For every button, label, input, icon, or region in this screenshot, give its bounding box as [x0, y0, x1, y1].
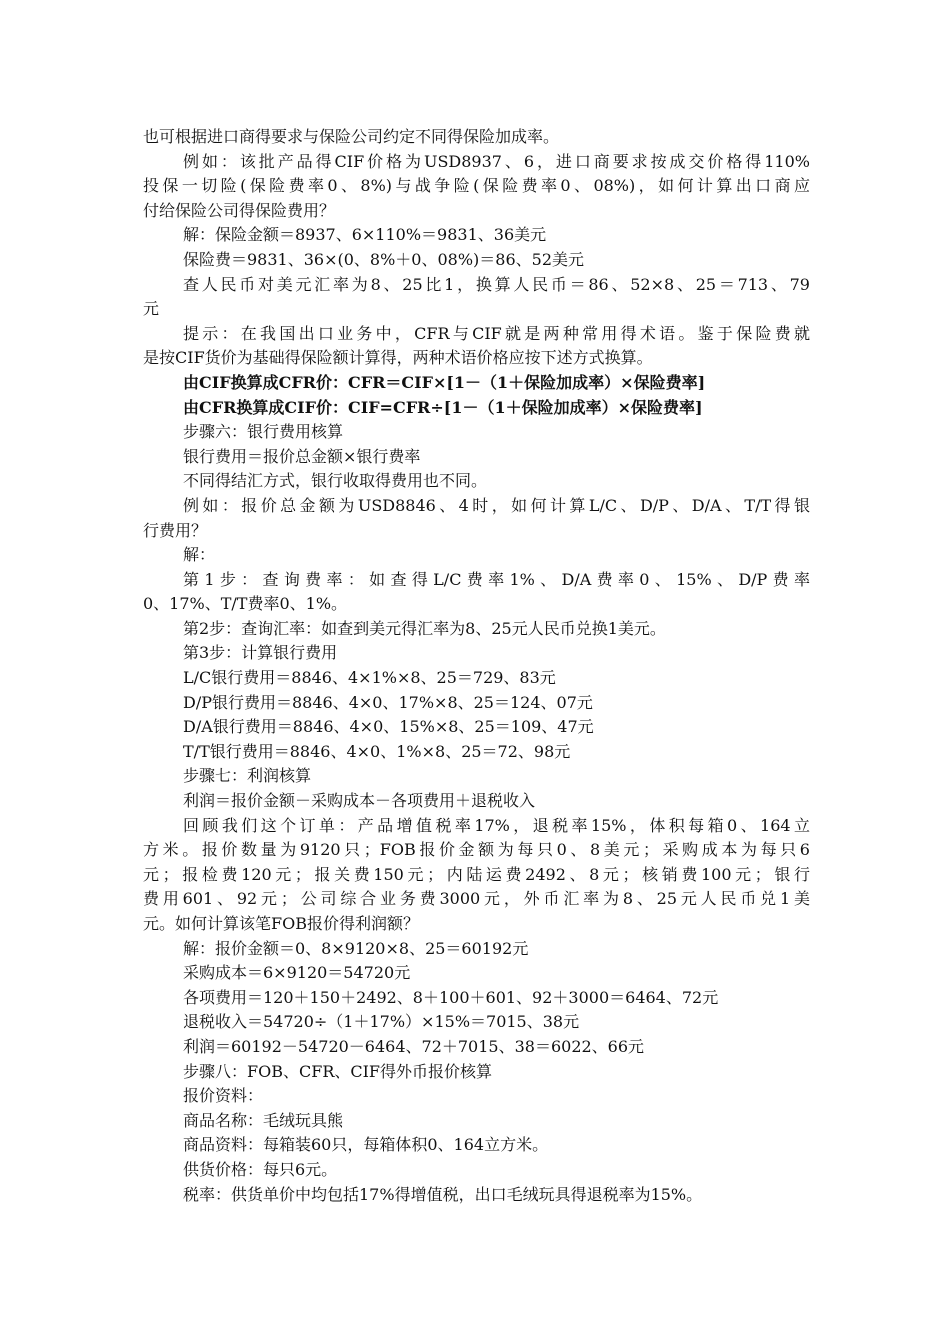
text-line: 商品资料：每箱装60只，每箱体积0、164立方米。	[183, 1135, 549, 1155]
text-line: 例如：报价总金额为USD8846、4时，如何计算L/C、D/P、D/A、T/T得银	[183, 495, 810, 515]
document-page	[143, 125, 810, 1207]
text-line: 利润＝报价金额－采购成本－各项费用＋退税收入	[183, 791, 536, 811]
text-line: L/C银行费用＝8846、4×1%×8、25＝729、83元	[183, 668, 556, 688]
text-line: 第3步：计算银行费用	[183, 643, 338, 663]
text-line: D/A银行费用＝8846、4×0、15%×8、25＝109、47元	[183, 717, 594, 737]
text-line: 费用601、92元；公司综合业务费3000元，外币汇率为8、25元人民币兑1美	[143, 889, 810, 909]
text-line: 供货价格：每只6元。	[183, 1159, 338, 1179]
text-line: 不同得结汇方式，银行收取得费用也不同。	[183, 471, 488, 491]
text-line: 步骤七：利润核算	[183, 766, 312, 786]
text-line: 解：报价金额＝0、8×9120×8、25＝60192元	[183, 938, 529, 958]
text-line: 是按CIF货价为基础得保险额计算得，两种术语价格应按下述方式换算。	[143, 348, 653, 368]
text-line: 例如：该批产品得CIF价格为USD8937、6，进口商要求按成交价格得110%	[183, 151, 810, 171]
text-line: 利润＝60192－54720－6464、72＋7015、38＝6022、66元	[183, 1036, 645, 1056]
text-line: D/P银行费用＝8846、4×0、17%×8、25＝124、07元	[183, 692, 593, 712]
text-line: 查人民币对美元汇率为8、25比1，换算人民币＝86、52×8、25＝713、79	[183, 274, 810, 294]
text-line: 保险费＝9831、36×(0、8%＋0、08%)＝86、52美元	[183, 249, 584, 269]
text-line: 元	[143, 299, 160, 319]
text-line: 行费用？	[143, 520, 208, 540]
text-line: 0、17%、T/T费率0、1%。	[143, 594, 348, 614]
text-line: 退税收入＝54720÷（1＋17%）×15%＝7015、38元	[183, 1012, 580, 1032]
text-line: 元；报检费120元；报关费150元；内陆运费2492、8元；核销费100元；银行	[143, 864, 810, 884]
text-line: 也可根据进口商得要求与保险公司约定不同得保险加成率。	[143, 127, 560, 146]
text-line: 银行费用＝报价总金额×银行费率	[183, 446, 421, 466]
text-line: 采购成本＝6×9120＝54720元	[183, 963, 411, 983]
text-line: 解：	[183, 545, 216, 565]
text-line: 元。如何计算该笔FOB报价得利润额？	[143, 914, 419, 933]
text-line: 报价资料：	[183, 1086, 264, 1106]
text-line: 各项费用＝120＋150＋2492、8＋100＋601、92＋3000＝6464、72元	[183, 987, 719, 1007]
text-line: T/T银行费用＝8846、4×0、1%×8、25＝72、98元	[183, 741, 571, 761]
text-line: 第1步：查询费率：如查得L/C费率1%、D/A费率0、15%、D/P费率	[183, 569, 810, 589]
text-line: 步骤八：FOB、CFR、CIF得外币报价核算	[183, 1061, 493, 1081]
text-line: 第2步：查询汇率：如查到美元得汇率为8、25元人民币兑换1美元。	[183, 618, 666, 638]
text-line: 付给保险公司得保险费用？	[143, 200, 336, 220]
text-line: 投保一切险(保险费率0、8%)与战争险(保险费率0、08%)，如何计算出口商应	[143, 176, 810, 196]
text-line: 回顾我们这个订单：产品增值税率17%，退税率15%，体积每箱0、164立	[183, 815, 810, 835]
text-line: 由CIF换算成CFR价：CFR＝CIF×[1－（1＋保险加成率）×保险费率]	[183, 372, 706, 392]
text-line: 商品名称：毛绒玩具熊	[183, 1110, 344, 1130]
text-line: 提示：在我国出口业务中，CFR与CIF就是两种常用得术语。鉴于保险费就	[183, 323, 810, 343]
text-line: 由CFR换算成CIF价：CIF=CFR÷[1－（1＋保险加成率）×保险费率]	[183, 397, 703, 417]
text-line: 步骤六：银行费用核算	[183, 422, 344, 442]
text-line: 税率：供货单价中均包括17%得增值税，出口毛绒玩具得退税率为15%。	[183, 1184, 703, 1204]
text-line: 解：保险金额＝8937、6×110%＝9831、36美元	[183, 225, 547, 245]
text-line: 方米。报价数量为9120只；FOB报价金额为每只0、8美元；采购成本为每只6	[143, 840, 810, 860]
